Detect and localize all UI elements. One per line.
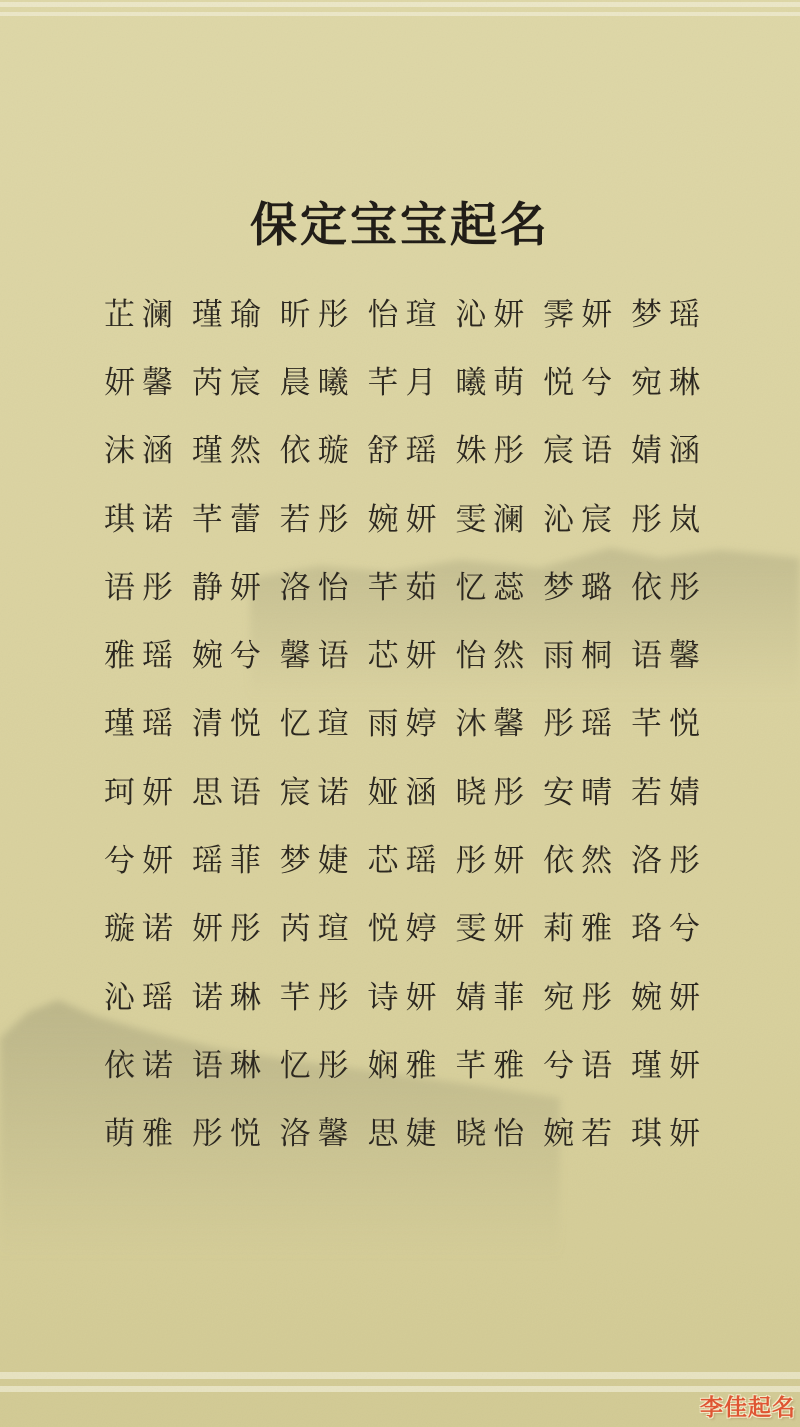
name-row xyxy=(104,345,707,413)
baby-name: 雯妍 xyxy=(455,911,532,947)
baby-name: 琪妍 xyxy=(630,1116,707,1152)
baby-name: 诺琳 xyxy=(191,979,268,1015)
baby-name: 清悦 xyxy=(191,706,268,742)
baby-name: 语琳 xyxy=(191,1047,268,1083)
baby-name: 芊蕾 xyxy=(191,501,268,537)
baby-name: 雅瑶 xyxy=(104,638,180,674)
baby-name: 婉若 xyxy=(543,1116,620,1152)
baby-name: 彤瑶 xyxy=(543,706,620,742)
name-row xyxy=(104,618,707,686)
baby-name: 娅涵 xyxy=(367,774,444,810)
baby-name: 芷澜 xyxy=(104,296,180,332)
watermark-logo: 李佳起名 xyxy=(700,1394,796,1420)
baby-name: 兮妍 xyxy=(104,843,180,879)
baby-name: 沫涵 xyxy=(104,433,180,469)
baby-name: 洛怡 xyxy=(279,569,356,605)
baby-name: 琪诺 xyxy=(104,501,180,537)
name-row xyxy=(104,277,707,345)
baby-name: 婉妍 xyxy=(367,501,444,537)
baby-name: 晨曦 xyxy=(279,364,356,400)
baby-name: 璇诺 xyxy=(104,911,180,947)
baby-name: 芊悦 xyxy=(630,706,707,742)
baby-name: 沁瑶 xyxy=(104,979,180,1015)
baby-name: 依璇 xyxy=(279,433,356,469)
baby-name: 依彤 xyxy=(630,569,707,605)
baby-name: 婉妍 xyxy=(630,979,707,1015)
names-grid xyxy=(104,277,707,1165)
baby-name: 沐馨 xyxy=(455,706,532,742)
baby-name: 晓彤 xyxy=(455,774,532,810)
name-row xyxy=(104,755,707,823)
baby-name: 梦婕 xyxy=(279,843,356,879)
baby-name: 语馨 xyxy=(630,638,707,674)
page-title: 保定宝宝起名 xyxy=(250,198,550,251)
baby-name: 瑶菲 xyxy=(191,843,268,879)
name-row xyxy=(104,1097,707,1165)
baby-name: 瑾瑶 xyxy=(104,706,180,742)
baby-name: 姝彤 xyxy=(455,433,532,469)
baby-name: 昕彤 xyxy=(279,296,356,332)
baby-name: 曦萌 xyxy=(455,364,532,400)
baby-name: 芊雅 xyxy=(455,1047,532,1083)
baby-name: 芯瑶 xyxy=(367,843,444,879)
name-row xyxy=(104,892,707,960)
baby-name: 瑾然 xyxy=(191,433,268,469)
baby-name: 依然 xyxy=(543,843,620,879)
baby-name: 妍彤 xyxy=(191,911,268,947)
baby-name: 宸诺 xyxy=(279,774,356,810)
baby-name: 语彤 xyxy=(104,569,180,605)
baby-name: 沁宸 xyxy=(543,501,620,537)
baby-name: 瑾妍 xyxy=(630,1047,707,1083)
name-row xyxy=(104,550,707,618)
baby-name: 兮语 xyxy=(543,1047,620,1083)
baby-name: 芊月 xyxy=(367,364,444,400)
baby-name: 忆蕊 xyxy=(455,569,532,605)
baby-name: 彤妍 xyxy=(455,843,532,879)
name-row xyxy=(104,960,707,1028)
name-row xyxy=(104,414,707,482)
baby-name: 雯澜 xyxy=(455,501,532,537)
baby-name: 芮宸 xyxy=(191,364,268,400)
baby-name: 馨语 xyxy=(279,638,356,674)
baby-name: 宸语 xyxy=(543,433,620,469)
baby-name: 瑾瑜 xyxy=(191,296,268,332)
baby-name: 洛馨 xyxy=(279,1116,356,1152)
name-row xyxy=(104,1028,707,1096)
baby-name: 宛琳 xyxy=(630,364,707,400)
baby-name: 雨婷 xyxy=(367,706,444,742)
baby-name: 珞兮 xyxy=(630,911,707,947)
baby-name: 梦瑶 xyxy=(630,296,707,332)
baby-name: 诗妍 xyxy=(367,979,444,1015)
baby-name: 安晴 xyxy=(543,774,620,810)
name-row xyxy=(104,823,707,891)
baby-name: 婧菲 xyxy=(455,979,532,1015)
baby-name: 芊茹 xyxy=(367,569,444,605)
baby-name: 怡然 xyxy=(455,638,532,674)
baby-name: 若彤 xyxy=(279,501,356,537)
baby-name: 芮瑄 xyxy=(279,911,356,947)
baby-name: 宛彤 xyxy=(543,979,620,1015)
baby-name: 梦璐 xyxy=(543,569,620,605)
baby-name: 晓怡 xyxy=(455,1116,532,1152)
baby-name: 婉兮 xyxy=(191,638,268,674)
baby-name: 怡瑄 xyxy=(367,296,444,332)
baby-name: 依诺 xyxy=(104,1047,180,1083)
name-row xyxy=(104,482,707,550)
baby-name: 忆彤 xyxy=(279,1047,356,1083)
baby-name: 萌雅 xyxy=(104,1116,180,1152)
baby-name: 妍馨 xyxy=(104,364,180,400)
baby-name: 舒瑶 xyxy=(367,433,444,469)
baby-name: 悦兮 xyxy=(543,364,620,400)
baby-name: 婧涵 xyxy=(630,433,707,469)
baby-name: 莉雅 xyxy=(543,911,620,947)
baby-name: 芊彤 xyxy=(279,979,356,1015)
name-row xyxy=(104,687,707,755)
baby-name: 芯妍 xyxy=(367,638,444,674)
baby-name: 若婧 xyxy=(630,774,707,810)
baby-name: 珂妍 xyxy=(104,774,180,810)
baby-name: 雨桐 xyxy=(543,638,620,674)
baby-name: 霁妍 xyxy=(543,296,620,332)
baby-name: 洛彤 xyxy=(630,843,707,879)
baby-name: 彤悦 xyxy=(191,1116,268,1152)
baby-name: 悦婷 xyxy=(367,911,444,947)
baby-name: 沁妍 xyxy=(455,296,532,332)
baby-name: 思语 xyxy=(191,774,268,810)
baby-name: 静妍 xyxy=(191,569,268,605)
baby-name: 忆瑄 xyxy=(279,706,356,742)
baby-name: 彤岚 xyxy=(630,501,707,537)
baby-name: 娴雅 xyxy=(367,1047,444,1083)
baby-name: 思婕 xyxy=(367,1116,444,1152)
